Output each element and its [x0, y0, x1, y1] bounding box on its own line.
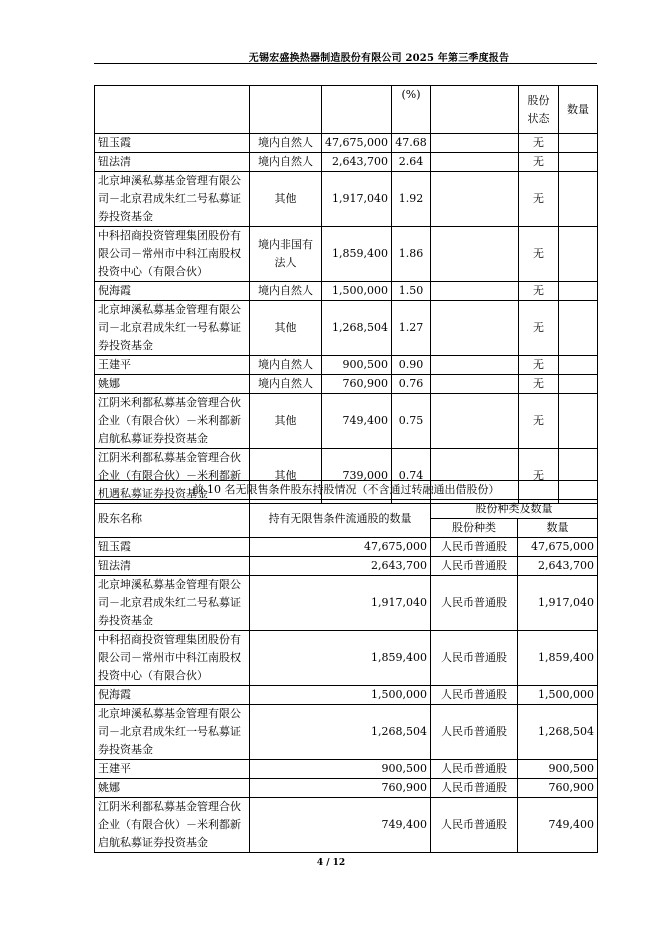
holder-type: 境内自然人: [250, 375, 322, 394]
holder-type: 境内自然人: [250, 356, 322, 375]
col-header-group: 股份种类及数量: [431, 500, 598, 519]
holding-pct: 1.50: [392, 282, 431, 301]
holder-name: 钮法清: [95, 153, 250, 172]
holding-pct: 1.86: [392, 227, 431, 282]
holder-name: 姚娜: [95, 779, 250, 798]
holding-pct: 0.76: [392, 375, 431, 394]
holder-type: 其他: [250, 449, 322, 504]
share-kind: 人民币普通股: [431, 631, 518, 686]
share-qty: 1,500,000: [518, 686, 598, 705]
share-status: 无: [519, 153, 559, 172]
share-kind: 人民币普通股: [431, 686, 518, 705]
holding-pct: 1.92: [392, 172, 431, 227]
col-header-qty: 数量: [518, 519, 598, 538]
holder-name: 钮法清: [95, 557, 250, 576]
holding-pct: 0.75: [392, 394, 431, 449]
quantity-header: 数量: [559, 86, 598, 134]
shares-held: 1,500,000: [322, 282, 392, 301]
shares-held: 1,917,040: [322, 172, 392, 227]
holder-name: 钮玉霞: [95, 134, 250, 153]
col-header-name: 股东名称: [95, 500, 250, 538]
share-kind: 人民币普通股: [431, 779, 518, 798]
shares-held: 2,643,700: [322, 153, 392, 172]
table-row: [95, 705, 598, 760]
table-row: [95, 686, 598, 705]
share-status: 无: [519, 282, 559, 301]
report-header-title: 无锡宏盛换热器制造股份有限公司 2025 年第三季度报告: [248, 53, 510, 64]
table-row: [95, 798, 598, 853]
holder-name: 北京坤溪私募基金管理有限公司－北京君成朱红二号私募证券投资基金: [95, 172, 250, 227]
share-kind: 人民币普通股: [431, 576, 518, 631]
header-divider: [94, 63, 597, 64]
share-kind: 人民币普通股: [431, 705, 518, 760]
table-row: [95, 375, 598, 394]
table-row: [95, 356, 598, 375]
holder-type: 其他: [250, 172, 322, 227]
holder-name: 中科招商投资管理集团股份有限公司－常州市中科江南股权投资中心（有限合伙）: [95, 631, 250, 686]
unrestricted-shares: 47,675,000: [250, 538, 431, 557]
holder-name: 王建平: [95, 760, 250, 779]
shares-held: 739,000: [322, 449, 392, 504]
table-header-row: [95, 86, 598, 134]
pct-unit-label: (%): [392, 86, 431, 134]
holder-type: 境内自然人: [250, 153, 322, 172]
unrestricted-shares: 1,500,000: [250, 686, 431, 705]
share-status: 无: [519, 227, 559, 282]
holder-type: 境内非国有法人: [250, 227, 322, 282]
col-header-kind: 股份种类: [431, 519, 518, 538]
share-qty: 760,900: [518, 779, 598, 798]
page-number: 4 / 12: [316, 858, 346, 868]
table-row: [95, 134, 598, 153]
unrestricted-shares: 1,268,504: [250, 705, 431, 760]
table-row: [95, 301, 598, 356]
shares-held: 1,268,504: [322, 301, 392, 356]
table-row: [95, 153, 598, 172]
holder-type: 其他: [250, 394, 322, 449]
share-qty: 1,859,400: [518, 631, 598, 686]
table-row: [95, 576, 598, 631]
share-status: 无: [519, 375, 559, 394]
table-row: [95, 760, 598, 779]
top-shareholders-table: [94, 85, 598, 504]
shares-held: 47,675,000: [322, 134, 392, 153]
share-status: 无: [519, 134, 559, 153]
holding-pct: 0.74: [392, 449, 431, 504]
unrestricted-shareholders-table: [94, 480, 598, 853]
unrestricted-shares: 900,500: [250, 760, 431, 779]
share-qty: 2,643,700: [518, 557, 598, 576]
table-row: [95, 282, 598, 301]
share-status: 无: [519, 356, 559, 375]
shares-held: 760,900: [322, 375, 392, 394]
share-kind: 人民币普通股: [431, 760, 518, 779]
holder-name: 北京坤溪私募基金管理有限公司－北京君成朱红一号私募证券投资基金: [95, 705, 250, 760]
share-status: 无: [519, 172, 559, 227]
share-kind: 人民币普通股: [431, 798, 518, 853]
holder-name: 王建平: [95, 356, 250, 375]
share-status-header: 股份 状态: [519, 86, 559, 134]
holding-pct: 0.90: [392, 356, 431, 375]
holder-name: 中科招商投资管理集团股份有限公司－常州市中科江南股权投资中心（有限合伙）: [95, 227, 250, 282]
holder-name: 江阴米利都私募基金管理合伙企业（有限合伙）－米利都新机遇私募证券投资基金: [95, 449, 250, 504]
holder-name: 倪海霞: [95, 282, 250, 301]
holder-name: 北京坤溪私募基金管理有限公司－北京君成朱红二号私募证券投资基金: [95, 576, 250, 631]
shares-held: 900,500: [322, 356, 392, 375]
holder-name: 钮玉霞: [95, 538, 250, 557]
holder-type: 其他: [250, 301, 322, 356]
table-row: [95, 779, 598, 798]
section-title: 前 10 名无限售条件股东持股情况（不含通过转融通出借股份）: [95, 481, 598, 500]
unrestricted-shares: 1,917,040: [250, 576, 431, 631]
holder-name: 姚娜: [95, 375, 250, 394]
table-row: [95, 557, 598, 576]
share-status: 无: [519, 394, 559, 449]
holder-type: 境内自然人: [250, 134, 322, 153]
holder-name: 江阴米利都私募基金管理合伙企业（有限合伙）－米利都新启航私募证券投资基金: [95, 798, 250, 853]
table-row: [95, 631, 598, 686]
holder-type: 境内自然人: [250, 282, 322, 301]
shares-held: 749,400: [322, 394, 392, 449]
holder-name: 倪海霞: [95, 686, 250, 705]
table-row: [95, 538, 598, 557]
unrestricted-shares: 760,900: [250, 779, 431, 798]
unrestricted-shares: 2,643,700: [250, 557, 431, 576]
holding-pct: 47.68: [392, 134, 431, 153]
unrestricted-shares: 749,400: [250, 798, 431, 853]
share-qty: 900,500: [518, 760, 598, 779]
share-kind: 人民币普通股: [431, 538, 518, 557]
shares-held: 1,859,400: [322, 227, 392, 282]
share-status: 无: [519, 449, 559, 504]
share-qty: 749,400: [518, 798, 598, 853]
table-row: [95, 227, 598, 282]
col-header-shares: 持有无限售条件流通股的数量: [250, 500, 431, 538]
holder-name: 江阴米利都私募基金管理合伙企业（有限合伙）－米利都新启航私募证券投资基金: [95, 394, 250, 449]
share-status: 无: [519, 301, 559, 356]
share-kind: 人民币普通股: [431, 557, 518, 576]
unrestricted-shares: 1,859,400: [250, 631, 431, 686]
share-qty: 1,917,040: [518, 576, 598, 631]
holding-pct: 1.27: [392, 301, 431, 356]
table-row: [95, 172, 598, 227]
share-qty: 47,675,000: [518, 538, 598, 557]
share-qty: 1,268,504: [518, 705, 598, 760]
table-row: [95, 394, 598, 449]
holding-pct: 2.64: [392, 153, 431, 172]
holder-name: 北京坤溪私募基金管理有限公司－北京君成朱红一号私募证券投资基金: [95, 301, 250, 356]
